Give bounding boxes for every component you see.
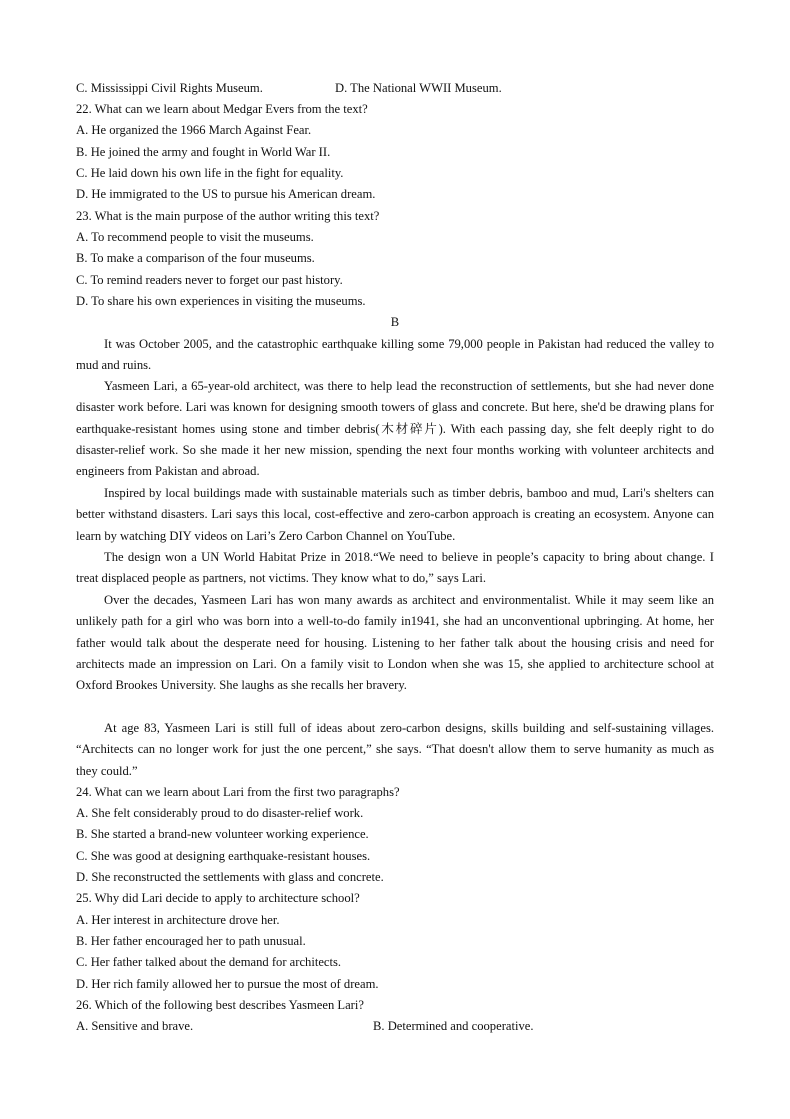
question-26-option-a: A. Sensitive and brave. xyxy=(76,1019,194,1033)
option-c: C. Mississippi Civil Rights Museum. xyxy=(76,81,263,95)
section-heading-b: B xyxy=(390,315,400,329)
question-22-option-d: D. He immigrated to the US to pursue his American dream. xyxy=(76,187,376,201)
question-25-option-b: B. Her father encouraged her to path unusual. xyxy=(76,934,306,948)
question-24-option-c: C. She was good at designing earthquake-resistant houses. xyxy=(76,849,371,863)
question-22-option-b: B. He joined the army and fought in World War II. xyxy=(76,145,331,159)
question-26-stem: 26. Which of the following best describes Yasmeen Lari? xyxy=(76,998,364,1012)
question-23-option-b: B. To make a comparison of the four museums. xyxy=(76,251,315,265)
question-25-option-d: D. Her rich family allowed her to pursue the most of dream. xyxy=(76,977,379,991)
question-22-stem: 22. What can we learn about Medgar Evers from the text? xyxy=(76,102,368,116)
question-22-option-a: A. He organized the 1966 March Against Fear. xyxy=(76,123,312,137)
question-22-option-c: C. He laid down his own life in the fight for equality. xyxy=(76,166,344,180)
question-25-option-c: C. Her father talked about the demand for architects. xyxy=(76,955,342,969)
question-23-option-d: D. To share his own experiences in visiting the museums. xyxy=(76,294,366,308)
question-23-option-c: C. To remind readers never to forget our past history. xyxy=(76,273,343,287)
passage-paragraph-1: It was October 2005, and the catastrophic earthquake killing some 79,000 people in Pakistan had reduced the valley to mud and ruins. xyxy=(76,337,714,373)
question-24-option-b: B. She started a brand-new volunteer working experience. xyxy=(76,827,369,841)
question-26-option-b: B. Determined and cooperative. xyxy=(373,1019,534,1033)
passage-paragraph-4: The design won a UN World Habitat Prize in 2018.“We need to believe in people’s capacity to bring about change. I treat displaced people as partners, not victims. They know what to do,” says Lari. xyxy=(76,550,714,586)
passage-paragraph-5: Over the decades, Yasmeen Lari has won many awards as architect and environmentalist. While it may seem like an unlikely path for a girl who was born into a well-to-do family in1941, she had an unconventional upbringing. At home, her father would talk about the desperate need for housing. Listening to her father talk about the housing crisis and need for architects made an impression on Lari. On a family visit to London when she was 15, she applied to architecture school at Oxford Brookes University. She laughs as she recalls her bravery. xyxy=(76,593,714,693)
question-25-option-a: A. Her interest in architecture drove her. xyxy=(76,913,280,927)
question-25-stem: 25. Why did Lari decide to apply to architecture school? xyxy=(76,891,360,905)
question-23-option-a: A. To recommend people to visit the museums. xyxy=(76,230,314,244)
question-24-option-d: D. She reconstructed the settlements with glass and concrete. xyxy=(76,870,384,884)
question-24-option-a: A. She felt considerably proud to do disaster-relief work. xyxy=(76,806,364,820)
passage-paragraph-3: Inspired by local buildings made with sustainable materials such as timber debris, bamboo and mud, Lari's shelters can better withstand disasters. Lari says this local, cost-effective and zero-carbon approach is creating an ecosystem. Anyone can learn by watching DIY videos on Lari’s Zero Carbon Channel on YouTube. xyxy=(76,486,714,543)
question-24-stem: 24. What can we learn about Lari from the first two paragraphs? xyxy=(76,785,400,799)
passage-paragraph-6: At age 83, Yasmeen Lari is still full of ideas about zero-carbon designs, skills building and self-sustaining villages. “Architects can no longer work for just the one percent,” she says. “That doesn't allow them to serve humanity as much as they could.” xyxy=(76,721,714,778)
option-d: D. The National WWII Museum. xyxy=(335,81,502,95)
question-23-stem: 23. What is the main purpose of the author writing this text? xyxy=(76,209,380,223)
passage-paragraph-2: Yasmeen Lari, a 65-year-old architect, was there to help lead the reconstruction of settlements, but she had never done disaster work before. Lari was known for designing smooth towers of glass and concrete. But here, she'd be drawing plans for earthquake-resistant homes using stone and timber debris(木材碎片). With each passing day, she felt deeply right to do disaster-relief work. So she made it her new mission, spending the next four months working with volunteer architects and engineers from Pakistan and abroad. xyxy=(76,379,714,479)
